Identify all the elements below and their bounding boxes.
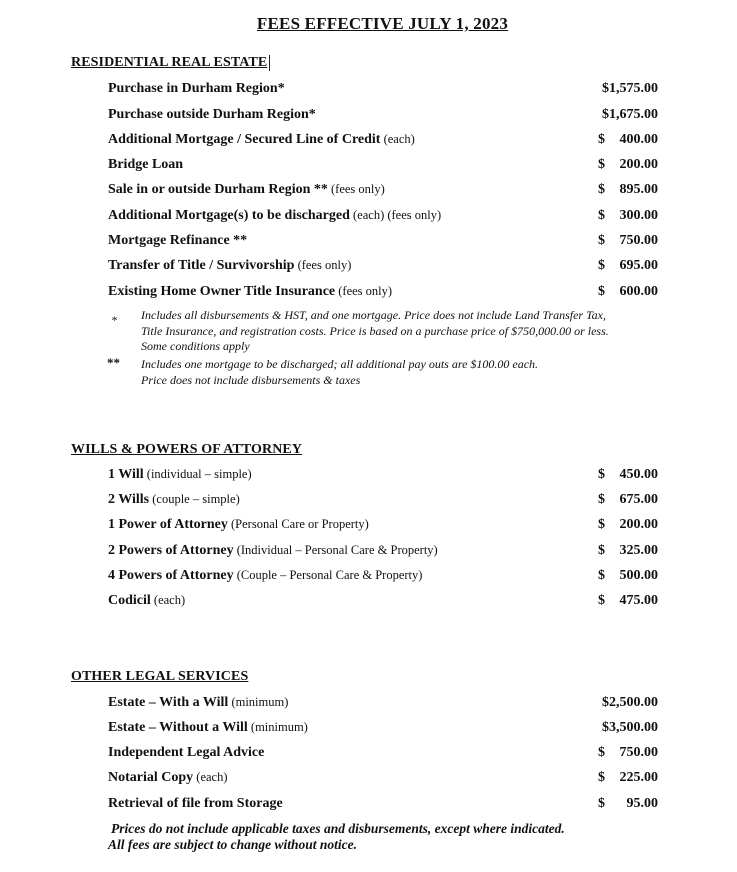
fee-label: Additional Mortgage(s) to be discharged (each) (fees only)	[108, 208, 442, 223]
fee-row: Existing Home Owner Title Insurance (fees only) $ 600.00	[108, 284, 658, 299]
section-heading-wills: WILLS & POWERS OF ATTORNEY	[71, 442, 303, 457]
fee-label: Purchase outside Durham Region*	[108, 107, 316, 122]
footnote-single-mark: *	[111, 313, 117, 327]
fee-row	[108, 695, 658, 713]
section-heading-other: OTHER LEGAL SERVICES	[71, 669, 249, 684]
fee-label: 1 Power of Attorney (Personal Care or Property)	[108, 517, 369, 532]
fee-row: 4 Powers of Attorney (Couple – Personal Care & Property) $ 500.00	[108, 568, 658, 583]
fee-amount: $3,500.00	[602, 720, 658, 735]
fee-amount: $1,675.00	[602, 107, 658, 122]
closing-line-2: All fees are subject to change without notice.	[108, 837, 357, 852]
fee-label: Additional Mortgage / Secured Line of Credit (each)	[108, 132, 415, 147]
page-title: FEES EFFECTIVE JULY 1, 2023	[256, 14, 509, 33]
fee-row: Bridge Loan $ 200.00	[108, 157, 658, 172]
footnote-single: Includes all disbursements & HST, and one mortgage. Price does not include Land Transfer Tax, Title Insurance, and registration costs. Price is based on a purchase price of $750,000.00 or less. Some conditions apply	[141, 308, 609, 354]
fee-row	[108, 720, 658, 738]
fee-row: Additional Mortgage / Secured Line of Credit (each) $ 400.00	[108, 132, 658, 147]
fee-row: 1 Power of Attorney (Personal Care or Property) $ 200.00	[108, 517, 658, 532]
fee-amount: $1,575.00	[602, 81, 658, 96]
fee-row	[108, 107, 658, 125]
fee-label: Codicil (each)	[108, 593, 186, 608]
fee-label: Transfer of Title / Survivorship (fees only)	[108, 258, 352, 273]
fee-label: Purchase in Durham Region*	[108, 81, 285, 96]
fee-label: Estate – With a Will (minimum)	[108, 695, 289, 710]
fee-label: Independent Legal Advice	[108, 745, 265, 760]
fee-row: Transfer of Title / Survivorship (fees only) $ 695.00	[108, 258, 658, 273]
fee-label: Sale in or outside Durham Region ** (fees only)	[108, 182, 385, 197]
closing-line-1: Prices do not include applicable taxes and disbursements, except where indicated.	[111, 821, 565, 836]
fee-row: Mortgage Refinance ** $ 750.00	[108, 233, 658, 248]
fee-row: Independent Legal Advice $ 750.00	[108, 745, 658, 760]
fee-row: 2 Powers of Attorney (Individual – Personal Care & Property) $ 325.00	[108, 543, 658, 558]
fee-label: 4 Powers of Attorney (Couple – Personal Care & Property)	[108, 568, 423, 583]
fee-row: Notarial Copy (each) $ 225.00	[108, 770, 658, 785]
fee-row: Retrieval of file from Storage $ 95.00	[108, 796, 658, 811]
fee-label: 2 Powers of Attorney (Individual – Personal Care & Property)	[108, 543, 438, 558]
fee-row: 1 Will (individual – simple) $ 450.00	[108, 467, 658, 482]
fee-label: Estate – Without a Will (minimum)	[108, 720, 308, 735]
fee-amount: $2,500.00	[602, 695, 658, 710]
fee-row: Codicil (each) $ 475.00	[108, 593, 658, 608]
footnote-double: Includes one mortgage to be discharged; all additional pay outs are $100.00 each. Price does not include disbursements & taxes	[141, 357, 539, 387]
fee-row: Sale in or outside Durham Region ** (fees only) $ 895.00	[108, 182, 658, 197]
fee-label: Retrieval of file from Storage	[108, 796, 283, 811]
fee-row: Additional Mortgage(s) to be discharged (each) (fees only) $ 300.00	[108, 208, 658, 223]
fee-row	[108, 81, 658, 99]
fee-label: 2 Wills (couple – simple)	[108, 492, 240, 507]
closing-note	[108, 821, 668, 853]
fee-label: Notarial Copy (each)	[108, 770, 228, 785]
section-heading-residential: RESIDENTIAL REAL ESTATE	[71, 55, 270, 71]
footnote-double-mark: **	[107, 355, 120, 370]
fee-label: Mortgage Refinance **	[108, 233, 248, 248]
fee-label: Bridge Loan	[108, 157, 184, 172]
fee-label: 1 Will (individual – simple)	[108, 467, 252, 482]
fee-label: Existing Home Owner Title Insurance (fees only)	[108, 284, 393, 299]
fee-row: 2 Wills (couple – simple) $ 675.00	[108, 492, 658, 507]
